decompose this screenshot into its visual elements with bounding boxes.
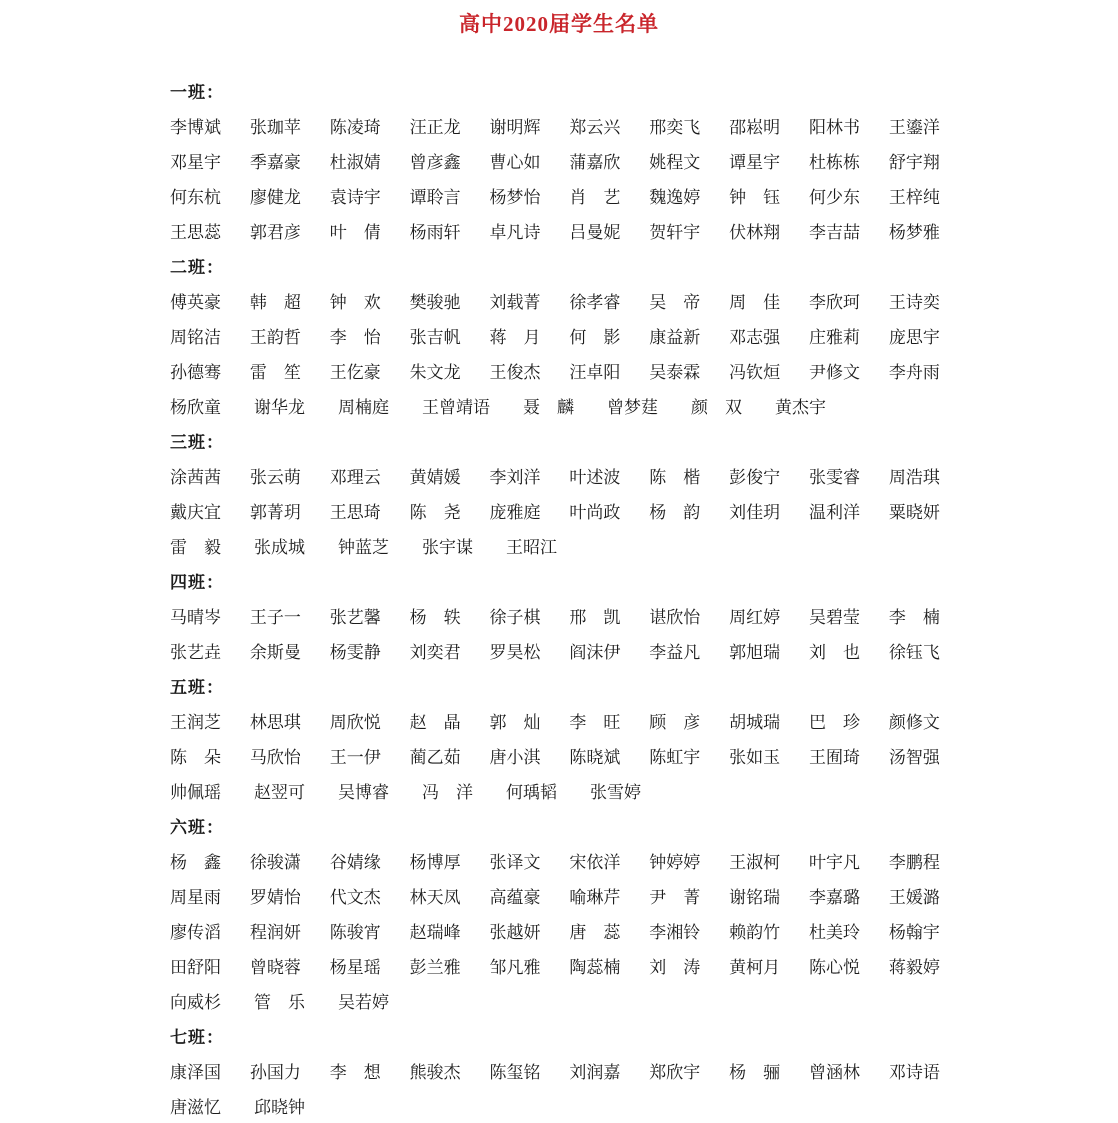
student-name: 袁诗宇 xyxy=(329,188,381,207)
student-name: 邓理云 xyxy=(329,468,381,487)
student-name: 李博斌 xyxy=(170,118,221,137)
student-name: 林天凤 xyxy=(409,888,461,907)
student-name: 邵崧明 xyxy=(729,118,781,137)
student-name: 何少东 xyxy=(809,188,860,207)
student-name: 王一伊 xyxy=(329,748,381,767)
student-name: 韩 超 xyxy=(249,293,301,312)
student-name: 程润妍 xyxy=(249,923,301,942)
student-name: 杨雨轩 xyxy=(409,223,461,242)
student-name: 肖 艺 xyxy=(569,188,621,207)
student-name: 赵翌可 xyxy=(254,783,305,802)
student-name: 戴庆宜 xyxy=(170,503,221,522)
student-name: 王梓纯 xyxy=(888,188,940,207)
student-name: 邱晓钟 xyxy=(254,1098,305,1117)
student-name: 杜栋栋 xyxy=(809,153,860,172)
student-name: 陈玺铭 xyxy=(489,1063,541,1082)
student-name: 李刘洋 xyxy=(489,468,541,487)
student-name: 周浩琪 xyxy=(888,468,940,487)
student-name: 张吉帆 xyxy=(409,328,461,347)
student-name: 陈 楷 xyxy=(649,468,701,487)
student-name: 郭 灿 xyxy=(489,713,541,732)
student-name: 颜 双 xyxy=(691,398,742,417)
student-name: 谭聆言 xyxy=(409,188,461,207)
student-name: 钟 钰 xyxy=(729,188,781,207)
student-name: 杜淑婧 xyxy=(329,153,381,172)
name-row xyxy=(170,458,940,493)
student-name: 赖韵竹 xyxy=(729,923,781,942)
student-name: 汤智强 xyxy=(888,748,940,767)
student-name: 杨 韵 xyxy=(649,503,701,522)
student-name: 雷 笙 xyxy=(249,363,301,382)
page-title: 高中2020届学生名单 xyxy=(459,12,659,36)
student-name: 陈虹宇 xyxy=(649,748,701,767)
student-name: 陈骏宵 xyxy=(329,923,381,942)
student-name: 吕曼妮 xyxy=(569,223,621,242)
student-name: 涂茜茜 xyxy=(170,468,221,487)
class-header-label: 二班： xyxy=(170,258,224,277)
student-name: 徐骏潇 xyxy=(249,853,301,872)
student-name: 蒋 月 xyxy=(489,328,541,347)
student-name: 刘载菁 xyxy=(489,293,541,312)
student-name: 阳林书 xyxy=(809,118,860,137)
student-name: 喻琳芹 xyxy=(569,888,621,907)
student-name: 李 旺 xyxy=(569,713,621,732)
student-name: 王诗奕 xyxy=(888,293,940,312)
student-name: 林思琪 xyxy=(249,713,301,732)
student-name: 汪卓阳 xyxy=(569,363,621,382)
student-name: 郭菁玥 xyxy=(249,503,301,522)
class-header-label: 一班： xyxy=(170,83,224,102)
name-row xyxy=(170,528,940,563)
student-name: 胡城瑞 xyxy=(729,713,781,732)
student-name: 周楠庭 xyxy=(338,398,389,417)
student-name: 邓诗语 xyxy=(888,1063,940,1082)
student-name: 杨梦怡 xyxy=(489,188,541,207)
student-name: 周欣悦 xyxy=(329,713,381,732)
student-name: 王媛潞 xyxy=(888,888,940,907)
student-name: 叶 倩 xyxy=(329,223,381,242)
class-section xyxy=(170,563,940,668)
class-header-label: 四班： xyxy=(170,573,224,592)
student-name: 王思蕊 xyxy=(170,223,221,242)
student-name: 孙国力 xyxy=(249,1063,301,1082)
student-name: 刘奕君 xyxy=(409,643,461,662)
student-name: 李嘉璐 xyxy=(809,888,860,907)
student-name: 杨梦雅 xyxy=(888,223,940,242)
student-name: 何 影 xyxy=(569,328,621,347)
student-name: 谷婧缘 xyxy=(329,853,381,872)
student-name: 李湘铃 xyxy=(649,923,701,942)
student-name: 郑云兴 xyxy=(569,118,621,137)
student-name: 张成城 xyxy=(254,538,305,557)
student-name: 赵 晶 xyxy=(409,713,461,732)
student-name: 曾彦鑫 xyxy=(409,153,461,172)
student-name: 曾梦莛 xyxy=(607,398,658,417)
student-name: 谭星宇 xyxy=(729,153,781,172)
student-name: 徐孝睿 xyxy=(569,293,621,312)
name-row xyxy=(170,703,940,738)
name-row xyxy=(170,143,940,178)
student-name: 杨博厚 xyxy=(409,853,461,872)
student-name: 孙德骞 xyxy=(170,363,221,382)
student-name: 谢华龙 xyxy=(254,398,305,417)
student-name: 蔺乙茹 xyxy=(409,748,461,767)
student-name: 李鹏程 xyxy=(888,853,940,872)
student-name: 李欣珂 xyxy=(809,293,860,312)
student-name: 廖健龙 xyxy=(249,188,301,207)
student-name: 周铭洁 xyxy=(170,328,221,347)
class-section xyxy=(170,423,940,563)
student-name: 顾 彦 xyxy=(649,713,701,732)
student-name: 邢 凯 xyxy=(569,608,621,627)
student-name: 汪正龙 xyxy=(409,118,461,137)
student-name: 康泽国 xyxy=(170,1063,221,1082)
student-name: 舒宇翔 xyxy=(888,153,940,172)
student-name: 张艺馨 xyxy=(329,608,381,627)
student-name: 陈晓斌 xyxy=(569,748,621,767)
student-name: 谢铭瑞 xyxy=(729,888,781,907)
student-name: 郑欣宇 xyxy=(649,1063,701,1082)
name-row xyxy=(170,773,940,808)
student-name: 雷 毅 xyxy=(170,538,221,557)
name-row xyxy=(170,108,940,143)
student-name: 吴泰霖 xyxy=(649,363,701,382)
student-name: 熊骏杰 xyxy=(409,1063,461,1082)
student-name: 吴若婷 xyxy=(338,993,389,1012)
name-row xyxy=(170,738,940,773)
student-name: 徐钰飞 xyxy=(888,643,940,662)
name-row xyxy=(170,178,940,213)
student-name: 彭兰雅 xyxy=(409,958,461,977)
student-name: 张如玉 xyxy=(729,748,781,767)
student-name: 钟蓝芝 xyxy=(338,538,389,557)
student-name: 张珈苹 xyxy=(249,118,301,137)
student-name: 黄婧媛 xyxy=(409,468,461,487)
student-name: 廖传滔 xyxy=(170,923,221,942)
student-name: 王仡豪 xyxy=(329,363,381,382)
student-name: 钟婷婷 xyxy=(649,853,701,872)
student-name: 张云萌 xyxy=(249,468,301,487)
student-name: 陈凌琦 xyxy=(329,118,381,137)
student-name: 颜修文 xyxy=(888,713,940,732)
name-row xyxy=(170,948,940,983)
student-name: 李舟雨 xyxy=(888,363,940,382)
class-section xyxy=(170,248,940,423)
student-name: 刘 涛 xyxy=(649,958,701,977)
student-name: 陈心悦 xyxy=(809,958,860,977)
student-name: 贺轩宇 xyxy=(649,223,701,242)
class-section xyxy=(170,668,940,808)
student-name: 谌欣怡 xyxy=(649,608,701,627)
student-name: 帅佩瑶 xyxy=(170,783,221,802)
student-name: 杜美玲 xyxy=(809,923,860,942)
student-name: 伏林翔 xyxy=(729,223,781,242)
student-name: 康益新 xyxy=(649,328,701,347)
student-name: 何东杭 xyxy=(170,188,221,207)
student-name: 杨雯静 xyxy=(329,643,381,662)
class-header-label: 五班： xyxy=(170,678,224,697)
student-name: 蒲嘉欣 xyxy=(569,153,621,172)
student-name: 王曾靖语 xyxy=(422,398,490,417)
class-section xyxy=(170,73,940,248)
student-name: 王俊杰 xyxy=(489,363,541,382)
student-name: 姚程文 xyxy=(649,153,701,172)
student-name: 巴 珍 xyxy=(809,713,860,732)
student-name: 高蕴豪 xyxy=(489,888,541,907)
student-name: 李 想 xyxy=(329,1063,381,1082)
student-name: 张译文 xyxy=(489,853,541,872)
student-name: 吴博睿 xyxy=(338,783,389,802)
name-row xyxy=(170,913,940,948)
name-row xyxy=(170,598,940,633)
student-name: 杨欣童 xyxy=(170,398,221,417)
name-row xyxy=(170,353,940,388)
student-name: 庞雅庭 xyxy=(489,503,541,522)
student-name: 尹 菁 xyxy=(649,888,701,907)
student-name: 王子一 xyxy=(249,608,301,627)
student-name: 王囿琦 xyxy=(809,748,860,767)
student-name: 杨 轶 xyxy=(409,608,461,627)
student-name: 粟晓妍 xyxy=(888,503,940,522)
student-name: 钟 欢 xyxy=(329,293,381,312)
student-name: 庞思宇 xyxy=(888,328,940,347)
name-row xyxy=(170,843,940,878)
student-name: 王鎏洋 xyxy=(888,118,940,137)
student-name: 阎沫伊 xyxy=(569,643,621,662)
student-name: 刘润嘉 xyxy=(569,1063,621,1082)
student-name: 马欣怡 xyxy=(249,748,301,767)
student-name: 温利洋 xyxy=(809,503,860,522)
student-name: 谢明辉 xyxy=(489,118,541,137)
class-header-label: 三班： xyxy=(170,433,224,452)
student-name: 唐滋忆 xyxy=(170,1098,221,1117)
student-name: 吴 帝 xyxy=(649,293,701,312)
student-list xyxy=(170,73,940,1123)
student-name: 张雪婷 xyxy=(590,783,641,802)
student-name: 王润芝 xyxy=(170,713,221,732)
student-name: 叶宇凡 xyxy=(809,853,860,872)
student-name: 吴碧莹 xyxy=(809,608,860,627)
student-name: 张越妍 xyxy=(489,923,541,942)
student-name: 冯 洋 xyxy=(422,783,473,802)
student-name: 尹修文 xyxy=(809,363,860,382)
class-header-label: 七班： xyxy=(170,1028,224,1047)
name-row xyxy=(170,983,940,1018)
student-name: 唐小淇 xyxy=(489,748,541,767)
name-row xyxy=(170,878,940,913)
student-name: 黄杰宇 xyxy=(775,398,826,417)
student-name: 周星雨 xyxy=(170,888,221,907)
name-row xyxy=(170,213,940,248)
student-name: 庄雅莉 xyxy=(809,328,860,347)
student-name: 李益凡 xyxy=(649,643,701,662)
student-name: 杨星瑶 xyxy=(329,958,381,977)
class-section xyxy=(170,1018,940,1123)
student-name: 赵瑞峰 xyxy=(409,923,461,942)
student-name: 罗婧怡 xyxy=(249,888,301,907)
student-name: 宋依洋 xyxy=(569,853,621,872)
student-name: 季嘉豪 xyxy=(249,153,301,172)
student-name: 杨 骊 xyxy=(729,1063,781,1082)
student-name: 樊骏驰 xyxy=(409,293,461,312)
student-name: 周 佳 xyxy=(729,293,781,312)
student-name: 卓凡诗 xyxy=(489,223,541,242)
student-name: 朱文龙 xyxy=(409,363,461,382)
student-name: 杨 鑫 xyxy=(170,853,221,872)
student-name: 管 乐 xyxy=(254,993,305,1012)
student-name: 张雯睿 xyxy=(809,468,860,487)
name-row xyxy=(170,633,940,668)
student-name: 罗昊松 xyxy=(489,643,541,662)
name-row xyxy=(170,283,940,318)
student-name: 唐 蕊 xyxy=(569,923,621,942)
student-name: 冯钦烜 xyxy=(729,363,781,382)
student-name: 李 楠 xyxy=(888,608,940,627)
student-name: 陶蕊楠 xyxy=(569,958,621,977)
student-name: 余斯曼 xyxy=(249,643,301,662)
student-name: 邓星宇 xyxy=(170,153,221,172)
student-name: 曾涵林 xyxy=(809,1063,860,1082)
student-name: 张艺垚 xyxy=(170,643,221,662)
student-name: 傅英豪 xyxy=(170,293,221,312)
student-name: 周红婷 xyxy=(729,608,781,627)
name-row xyxy=(170,318,940,353)
student-name: 代文杰 xyxy=(329,888,381,907)
student-name: 叶述波 xyxy=(569,468,621,487)
student-name: 向威杉 xyxy=(170,993,221,1012)
student-name: 王淑柯 xyxy=(729,853,781,872)
student-name: 彭俊宁 xyxy=(729,468,781,487)
student-name: 叶尚政 xyxy=(569,503,621,522)
student-name: 张宇谋 xyxy=(422,538,473,557)
student-name: 郭君彦 xyxy=(249,223,301,242)
student-name: 陈 朵 xyxy=(170,748,221,767)
name-row xyxy=(170,493,940,528)
student-name: 刘佳玥 xyxy=(729,503,781,522)
student-name: 黄柯月 xyxy=(729,958,781,977)
student-name: 聂 麟 xyxy=(523,398,574,417)
student-name: 陈 尧 xyxy=(409,503,461,522)
student-name: 邓志强 xyxy=(729,328,781,347)
student-name: 李 怡 xyxy=(329,328,381,347)
student-name: 马晴岑 xyxy=(170,608,221,627)
name-row xyxy=(170,1053,940,1088)
student-name: 何瑀韬 xyxy=(506,783,557,802)
student-name: 邹凡雅 xyxy=(489,958,541,977)
student-name: 王思琦 xyxy=(329,503,381,522)
student-name: 王韵哲 xyxy=(249,328,301,347)
student-name: 魏逸婷 xyxy=(649,188,701,207)
name-row xyxy=(170,1088,940,1123)
student-name: 李吉喆 xyxy=(809,223,860,242)
student-name: 邢奕飞 xyxy=(649,118,701,137)
student-name: 曾晓蓉 xyxy=(249,958,301,977)
student-name: 郭旭瑞 xyxy=(729,643,781,662)
class-header-label: 六班： xyxy=(170,818,224,837)
student-name: 曹心如 xyxy=(489,153,541,172)
student-name: 蒋毅婷 xyxy=(888,958,940,977)
student-name: 徐子棋 xyxy=(489,608,541,627)
student-name: 杨翰宇 xyxy=(888,923,940,942)
class-section xyxy=(170,808,940,1018)
name-row xyxy=(170,388,940,423)
student-name: 刘 也 xyxy=(809,643,860,662)
student-name: 王昭江 xyxy=(506,538,557,557)
student-name: 田舒阳 xyxy=(170,958,221,977)
